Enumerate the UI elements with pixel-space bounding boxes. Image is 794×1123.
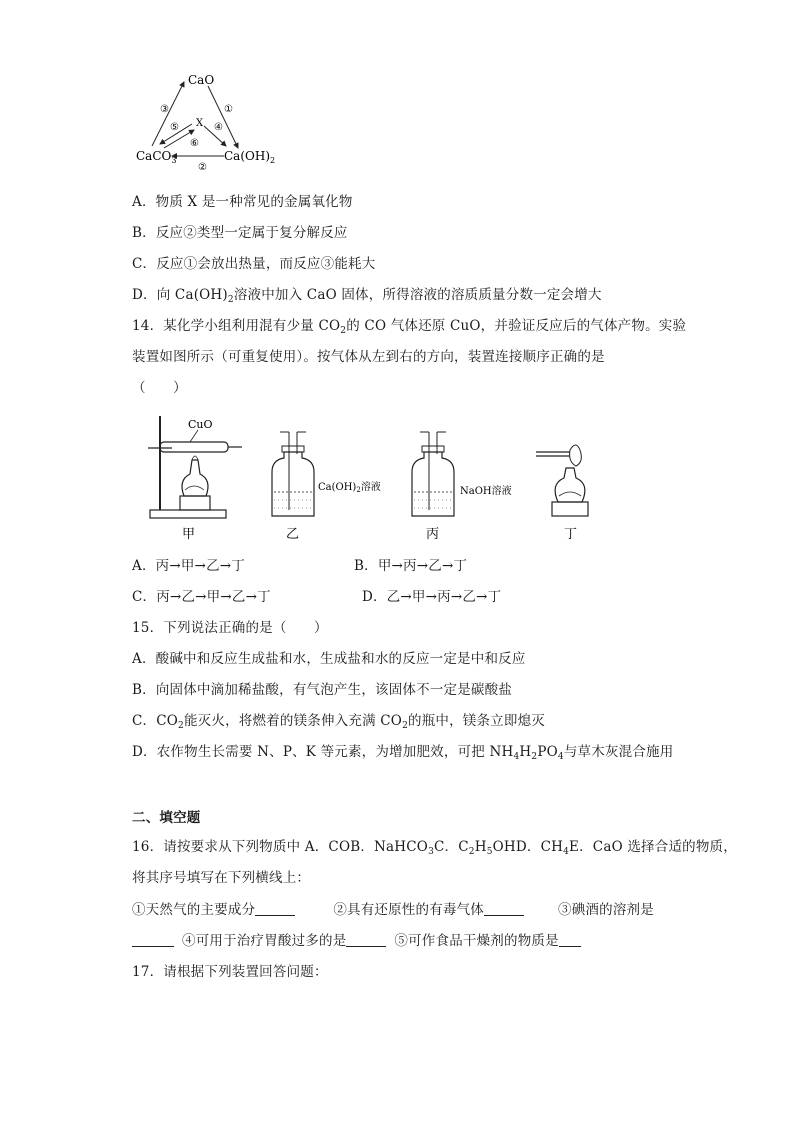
q13-option-a: A．物质 X 是一种常见的金属氧化物 bbox=[132, 194, 353, 210]
q16-stem-line-2: 将其序号填写在下列横线上： bbox=[132, 870, 311, 886]
q17-stem: 17．请根据下列装置回答问题： bbox=[132, 964, 328, 980]
q14-stem-line-2: 装置如图所示（可重复使用）。按气体从左到右的方向，装置连接顺序正确的是 bbox=[132, 349, 605, 365]
diagram-num-4: ④ bbox=[214, 122, 223, 133]
q15-option-c: C．$CO_2$能灭火，将燃着的镁条伸入充满 $CO_2$的瓶中，镁条立即熄灭 bbox=[132, 713, 545, 731]
q15-option-b: B．向固体中滴加稀盐酸，有气泡产生，该固体不一定是碳酸盐 bbox=[132, 682, 513, 698]
diagram-label-caco3: CaCO$_3$ bbox=[136, 149, 177, 165]
diagram-label-caoh2: $Ca(OH)_2$ bbox=[224, 149, 276, 165]
diagram-label-x: X bbox=[196, 118, 204, 129]
label-ding: 丁 bbox=[564, 527, 578, 542]
apparatus-bing bbox=[412, 432, 512, 542]
label-jia: 甲 bbox=[182, 527, 196, 542]
q16-blank-3[interactable] bbox=[132, 932, 174, 947]
q16-item-4-label: ④可用于治疗胃酸过多的是 bbox=[182, 933, 347, 949]
q16-stem-line-1: 16．请按要求从下列物质中 A．COB．NaHCO$_3$C．$C_2H_5OHD$．$CH_4E$．CaO 选择合适的物质， bbox=[132, 839, 737, 857]
diagram-num-2: ② bbox=[198, 162, 207, 170]
q15-option-d: D．农作物生长需要 N、P、K 等元素，为增加肥效，可把 $NH_4H_2PO_4$与草木灰混合施用 bbox=[132, 744, 674, 762]
diagram-label-cao: CaO bbox=[188, 73, 215, 87]
q14-answer-bracket: （ ） bbox=[132, 380, 187, 396]
section-title-fill-in: 二、填空题 bbox=[132, 810, 201, 826]
label-yi: 乙 bbox=[286, 527, 300, 542]
q16-blank-5[interactable] bbox=[559, 932, 581, 947]
q14-option-b: B．甲→丙→乙→丁 bbox=[354, 558, 468, 574]
apparatus-yi bbox=[272, 432, 381, 542]
q14-stem-line-1: 14．某化学小组利用混有少量 $CO_2$的 CO 气体还原 CuO，并验证反应后的气体产物。实验 bbox=[132, 318, 687, 336]
diagram-num-6: ⑥ bbox=[190, 138, 199, 149]
diagram-num-5: ⑤ bbox=[170, 122, 179, 133]
q16-blanks-line-1 bbox=[132, 901, 654, 919]
q13-option-b: B．反应②类型一定属于复分解反应 bbox=[132, 225, 348, 241]
q13-option-d: D．向 $Ca(OH)_2$溶液中加入 CaO 固体，所得溶液的溶质质量分数一定会增大 bbox=[132, 287, 602, 305]
q15-stem: 15．下列说法正确的是（ ） bbox=[132, 620, 328, 636]
q16-item-2-label: ②具有还原性的有毒气体 bbox=[333, 902, 485, 918]
q14-option-c: C．丙→乙→甲→乙→丁 bbox=[132, 589, 271, 605]
reaction-cycle-diagram bbox=[130, 70, 280, 170]
q16-blank-4[interactable] bbox=[346, 932, 386, 947]
label-naoh-solution: NaOH溶液 bbox=[460, 486, 512, 497]
q14-option-a: A．丙→甲→乙→丁 bbox=[132, 558, 245, 574]
apparatus-figure bbox=[138, 410, 618, 545]
apparatus-jia bbox=[148, 416, 242, 542]
q14-option-d: D．乙→甲→丙→乙→丁 bbox=[362, 589, 502, 605]
q16-blanks-line-2 bbox=[132, 932, 581, 950]
apparatus-ding bbox=[536, 445, 588, 542]
diagram-num-1: ① bbox=[224, 104, 233, 115]
arrow-reaction-1 bbox=[208, 86, 238, 148]
q16-item-3-label: ③碘酒的溶剂是 bbox=[558, 902, 654, 918]
label-caoh2-solution: $Ca(OH)_2$溶液 bbox=[318, 482, 381, 494]
label-cuo: CuO bbox=[188, 418, 213, 431]
q13-option-c: C．反应①会放出热量，而反应③能耗大 bbox=[132, 256, 376, 272]
q16-blank-1[interactable] bbox=[255, 901, 295, 916]
q16-item-1-label: ①天然气的主要成分 bbox=[132, 902, 256, 918]
q16-blank-2[interactable] bbox=[484, 901, 524, 916]
label-bing: 丙 bbox=[426, 527, 440, 542]
diagram-num-3: ③ bbox=[160, 104, 169, 115]
q15-option-a: A．酸碱中和反应生成盐和水，生成盐和水的反应一定是中和反应 bbox=[132, 651, 526, 667]
q16-item-5-label: ⑤可作食品干燥剂的物质是 bbox=[394, 933, 559, 949]
